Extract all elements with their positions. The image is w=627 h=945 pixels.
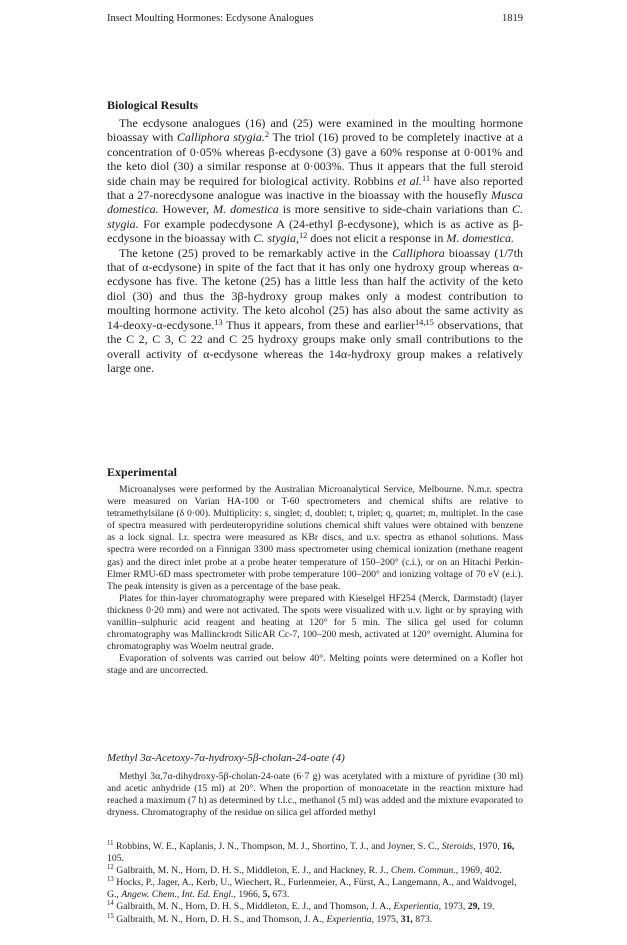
text-run: M. domestica <box>213 202 279 217</box>
biological-results-heading: Biological Results <box>107 98 199 112</box>
journal-page <box>107 12 524 925</box>
page-number: 1819 <box>502 13 523 24</box>
text-run: Methyl 3α,7α-dihydroxy-5β-cholan-24-oate (6·7 g) was acetylated with a mixture of pyridine (30 ml) and acetic anhydride (15 ml) at 20°. When the proportion of monoacetate in the reaction mixture had reached a maximum (7 h) as determined by t.l.c., methanol (5 ml) was added and the mixture evaporated to dryness. Chromatography of the residue on silica gel afforded methyl <box>107 771 523 819</box>
experimental-paragraph-3 <box>107 653 523 677</box>
text-run: 19. <box>479 901 495 913</box>
text-run: 13 <box>214 317 223 327</box>
text-run: Evaporation of solvents was carried out below 40°. Melting points were determined on a Kofler hot stage and are uncorrected. <box>107 653 523 677</box>
compound-section <box>107 771 523 819</box>
footnote-12 <box>107 865 523 877</box>
text-run: Galbraith, M. N., Horn, D. H. S., and Thomson, J. A., <box>113 913 327 925</box>
text-run: Microanalyses were performed by the Australian Microanalytical Service, Melbourne. N.m.r. spectra were measured on Varian HA-100 or T-60 spectrometers and chemical shifts are relative to tetramethylsilane (δ 0·00). Multiplicity: s, singlet; d, doublet; t, triplet; q, quartet; m, multiplet. In the case of spectra measured with perdeuteropyridine solutions chemical shift values were obtained with benzene as a lock signal. I.r. spectra were measured as KBr discs, and u.v. spectra as ethanol solutions. Mass spectra were recorded on a Finnigan 3300 mass spectrometer using chemical ionization (methane reagent gas) and the direct inlet probe at a probe heater temperature of 150–200° (c.i.), or on an Hitachi Perkin-Elmer RMU-6D mass spectrometer with probe temperature 100–200° and ionizing voltage of 70 eV (e.i.). The peak intensity is given as a percentage of the base peak. <box>107 484 523 592</box>
text-run: 1966, <box>235 889 263 901</box>
compound-heading: Methyl 3α-Acetoxy-7α-hydroxy-5β-cholan-24-oate (4) <box>107 752 345 764</box>
text-run: does not elicit a response in <box>307 231 447 246</box>
text-run: 13 <box>107 876 114 884</box>
experimental-heading: Experimental <box>107 465 177 479</box>
text-run: Steroids, <box>441 841 476 852</box>
text-run: bioassay (1/7th that of α-ecdysone) in spite of the fact that it has only one hydroxy group whereas α-ecdysone has five. The ketone (25) has a little less than half the activity of the keto diol (30) and thus the 3β-hydroxy group makes only a modest contribution to moulting hormone activity. The keto alcohol (25) has also about the same activity as 14-deoxy-α-ecdysone. <box>107 245 523 332</box>
text-run: Experientia, <box>326 913 375 925</box>
text-run: Thus it appears, from these and earlier <box>222 317 415 332</box>
text-run: 16, <box>502 841 515 852</box>
text-run: 31, <box>400 913 413 925</box>
text-run: 14 <box>107 900 114 908</box>
text-run: Calliphora stygia. <box>176 130 265 145</box>
text-run: The ecdysone analogues (16) and (25) were examined in the moulting hormone bioassay with <box>107 116 523 145</box>
text-run: et al. <box>397 173 422 188</box>
text-run: C. stygia. <box>107 202 524 231</box>
text-run: 1969, 402. <box>458 865 502 877</box>
text-run: Galbraith, M. N., Horn, D. H. S., Middleton, E. J., and Thomson, J. A., <box>113 901 394 913</box>
biological-paragraph-2 <box>107 246 523 376</box>
text-run: The triol (16) proved to be completely inactive at a concentration of 0·05% whereas β-ecdysone (3) gave a 60% response at 0·001% and the keto diol (30) a similar response at 0·003%. Thus it appears that the full steroid side chain may be required for biological activity. Robbins <box>107 130 523 188</box>
text-run: 15 <box>107 912 114 920</box>
text-run: 673. <box>269 889 290 901</box>
text-run: have also reported that a 27-norecdysone analogue was inactive in the bioassay with the housefly <box>107 173 523 203</box>
text-run: Galbraith, M. N., Horn, D. H. S., Middleton, E. J., and Hackney, R. J., <box>113 865 391 877</box>
text-run: 14,15 <box>414 317 434 327</box>
experimental-paragraph-1 <box>107 484 523 593</box>
experimental-section <box>107 484 523 678</box>
text-run: Musca domestica. <box>107 188 523 217</box>
text-run: 29, <box>467 901 480 913</box>
text-run: 5, <box>262 889 270 901</box>
text-run: Hocks, P., Jager, A., Kerb, U., Wiechert, R., Furlenmeier, A., Fürst, A., Langemann, A., and Waldvogel, G., <box>107 877 517 901</box>
text-run: 105. <box>107 853 124 865</box>
biological-paragraph-1 <box>107 116 523 246</box>
text-run: 1975, <box>374 913 401 925</box>
text-run: Calliphora <box>392 245 445 260</box>
footnote-14 <box>107 901 523 913</box>
experimental-paragraph-2 <box>107 593 523 653</box>
text-run: C. stygia, <box>253 231 299 246</box>
footnote-15 <box>107 914 523 926</box>
text-run: 12 <box>107 864 114 872</box>
text-run: M. domestica. <box>446 231 514 246</box>
text-run: Angew. Chem., Int. Ed. Engl., <box>121 889 236 901</box>
text-run: 1970, <box>475 841 503 852</box>
compound-paragraph-1 <box>107 771 523 819</box>
text-run: However, <box>158 202 214 217</box>
text-run: 2 <box>264 130 270 140</box>
running-title: Insect Moulting Hormones: Ecdysone Analogues <box>107 13 314 24</box>
footnote-13 <box>107 877 523 901</box>
text-run: Plates for thin-layer chromatography were prepared with Kieselgel HF254 (Merck, Darmstadt) (layer thickness 0·20 mm) and were not activated. The spots were visualized with u.v. light or by spraying with vanillin–sulphuric acid reagent and heating at 120° for 5 min. The silica gel used for column chromatography was Mallinckrodt SilicAR Cc-7, 100–200 mesh, activated at 120° overnight. Alumina for chromatography was Woelm neutral grade. <box>107 592 523 653</box>
biological-results-section <box>107 116 523 375</box>
footnote-11 <box>107 841 523 865</box>
text-run: is more sensitive to side-chain variations than <box>278 202 512 217</box>
text-run: 11 <box>422 173 431 183</box>
running-header <box>107 12 523 26</box>
text-run: 1973, <box>441 901 468 913</box>
text-run: 873. <box>412 913 433 925</box>
text-run: Robbins, W. E., Kaplanis, J. N., Thompson, M. J., Shortino, T. J., and Joyner, S. C., <box>113 841 442 852</box>
text-run: Chem. Commun., <box>390 865 459 877</box>
text-run: The ketone (25) proved to be remarkably active in the <box>119 245 393 260</box>
text-run: observations, that the C 2, C 3, C 22 and C 25 hydroxy groups make only small contributions to the overall activity of α-ecdysone whereas the 14α-hydroxy group makes a relatively large one. <box>107 317 523 375</box>
text-run: For example podecdysone A (24-ethyl β-ecdysone), which is as active as β-ecdysone in the bioassay with <box>107 216 523 246</box>
text-run: 12 <box>298 231 308 241</box>
text-run: 11 <box>107 840 114 847</box>
footnotes <box>107 841 523 926</box>
text-run: Experientia, <box>393 901 442 913</box>
